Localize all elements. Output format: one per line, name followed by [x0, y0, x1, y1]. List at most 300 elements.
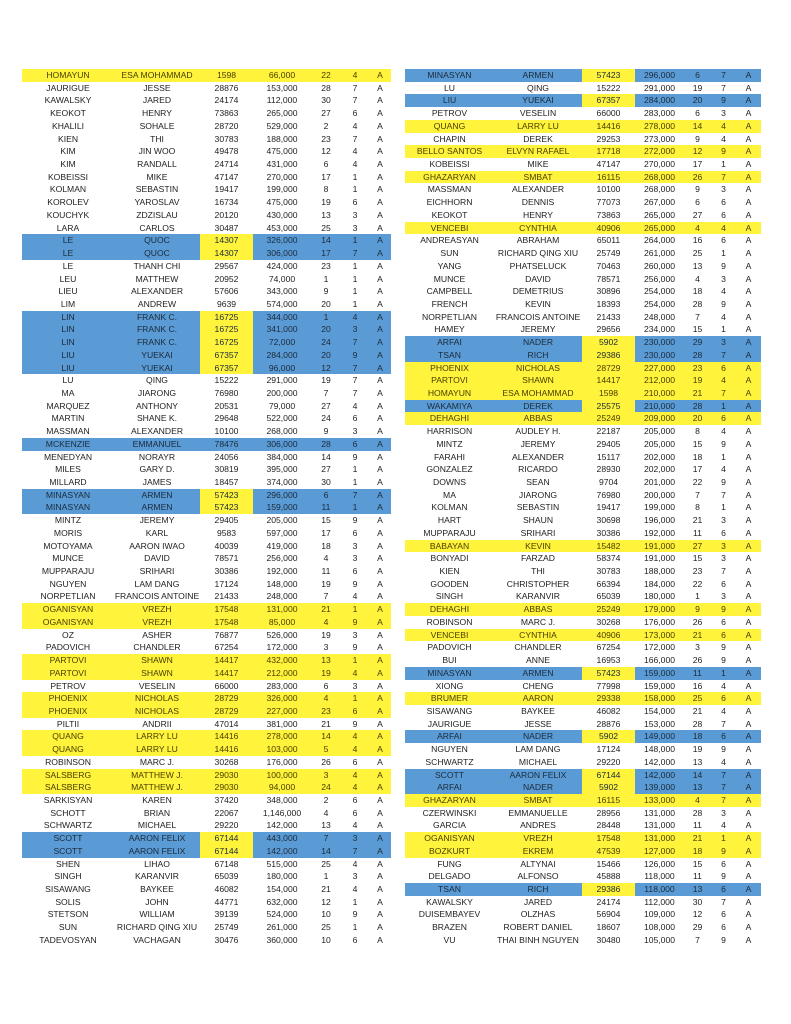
- table-row: [22, 349, 391, 362]
- id-cell: 29253: [596, 133, 621, 144]
- col6-cell: 4: [721, 133, 726, 144]
- table-row: [405, 171, 761, 184]
- id-cell: 1598: [582, 387, 635, 400]
- first-name-cell: MIKE: [146, 171, 168, 182]
- first-name-cell: CHENG: [522, 680, 554, 691]
- id-cell: 67357: [200, 362, 253, 375]
- col6-cell: 1: [341, 654, 369, 667]
- col5-cell: 3: [311, 769, 341, 782]
- first-name-cell: KARANVIR: [516, 591, 560, 602]
- col5-cell: 7: [695, 489, 700, 500]
- amount-cell: 212,000: [635, 374, 684, 387]
- table-row: [22, 578, 391, 591]
- grade-cell: A: [745, 553, 752, 564]
- first-name-cell: SRIHARI: [520, 527, 556, 538]
- last-name-cell: LEU: [59, 273, 77, 284]
- table-row: [405, 107, 761, 120]
- first-name-cell: NICHOLAS: [114, 705, 200, 718]
- first-name-cell: SHAWN: [494, 374, 582, 387]
- grade-cell: A: [377, 566, 383, 577]
- col5-cell: 20: [684, 412, 711, 425]
- col6-cell: 3: [352, 680, 358, 691]
- last-name-cell: MUPPARAJU: [423, 527, 476, 538]
- table-row: [22, 540, 391, 553]
- col5-cell: 4: [695, 273, 700, 284]
- col5-cell: 25: [321, 858, 331, 869]
- grade-cell: A: [377, 273, 383, 284]
- last-name-cell: LIU: [405, 94, 494, 107]
- amount-cell: 202,000: [643, 464, 676, 475]
- col6-cell: 4: [352, 884, 358, 894]
- amount-cell: 234,000: [643, 324, 676, 335]
- first-name-cell: FRANCOIS ANTOINE: [495, 311, 581, 322]
- id-cell: 14416: [200, 743, 253, 756]
- col5-cell: 18: [684, 730, 711, 743]
- last-name-cell: KOLMAN: [49, 184, 87, 195]
- first-name-cell: BRIAN: [143, 807, 171, 818]
- col6-cell: 1: [711, 400, 736, 413]
- grade-cell: A: [736, 781, 761, 794]
- last-name-cell: LE: [62, 260, 74, 271]
- grade-cell: A: [736, 349, 761, 362]
- last-name-cell: QUANG: [22, 743, 114, 756]
- last-name-cell: PETROV: [50, 680, 86, 691]
- last-name-cell: BRAZEN: [432, 922, 467, 933]
- col5-cell: 17: [321, 171, 331, 182]
- col5-cell: 15: [321, 515, 331, 526]
- last-name-cell: KAWALSKY: [44, 95, 92, 106]
- col5-cell: 29: [692, 922, 703, 933]
- table-row: [22, 145, 391, 158]
- col5-cell: 13: [692, 756, 703, 767]
- col6-cell: 1: [721, 324, 726, 335]
- first-name-cell: WILLIAM: [139, 909, 175, 920]
- id-cell: 67254: [214, 642, 239, 653]
- id-cell: 16115: [582, 794, 635, 807]
- col6-cell: 3: [721, 591, 726, 602]
- id-cell: 16734: [214, 197, 239, 208]
- last-name-cell: LIM: [60, 298, 76, 309]
- amount-cell: 118,000: [635, 883, 684, 896]
- id-cell: 25249: [582, 412, 635, 425]
- amount-cell: 118,000: [644, 871, 675, 882]
- last-name-cell: TSAN: [405, 349, 494, 362]
- grade-cell: A: [377, 451, 383, 462]
- grade-cell: A: [369, 234, 391, 247]
- first-name-cell: ANDRES: [520, 820, 556, 831]
- grade-cell: A: [377, 171, 383, 182]
- table-row: [405, 769, 761, 782]
- last-name-cell: CAMPBELL: [426, 286, 473, 297]
- amount-cell: 522,000: [266, 413, 298, 424]
- first-name-cell: QUOC: [114, 234, 200, 247]
- amount-cell: 306,000: [253, 438, 311, 451]
- last-name-cell: LIU: [22, 362, 114, 375]
- id-cell: 28720: [214, 120, 239, 131]
- last-name-cell: SISAWANG: [426, 705, 473, 716]
- id-cell: 9639: [216, 298, 237, 309]
- col5-cell: 9: [323, 426, 329, 437]
- amount-cell: 326,000: [253, 234, 311, 247]
- table-row: [22, 921, 391, 934]
- grade-cell: A: [745, 642, 752, 653]
- id-cell: 15222: [596, 82, 621, 93]
- last-name-cell: LIEU: [58, 286, 78, 297]
- id-cell: 45888: [596, 871, 621, 882]
- last-name-cell: BABAYAN: [405, 540, 494, 553]
- col5-cell: 6: [695, 197, 700, 208]
- col6-cell: 7: [341, 336, 369, 349]
- id-cell: 15466: [596, 858, 621, 869]
- id-cell: 17718: [582, 145, 635, 158]
- amount-cell: 191,000: [643, 553, 676, 564]
- amount-cell: 381,000: [266, 718, 298, 729]
- col5-cell: 14: [311, 234, 341, 247]
- id-cell: 47147: [214, 171, 239, 182]
- grade-cell: A: [745, 871, 752, 882]
- col5-cell: 14: [311, 730, 341, 743]
- col6-cell: 3: [352, 871, 358, 882]
- first-name-cell: ALTYNAI: [520, 858, 556, 869]
- col5-cell: 23: [684, 362, 711, 375]
- grade-cell: A: [369, 323, 391, 336]
- col5-cell: 14: [311, 845, 341, 858]
- col6-cell: 9: [711, 845, 736, 858]
- amount-cell: 176,000: [266, 756, 298, 767]
- col5-cell: 8: [695, 502, 700, 513]
- table-row: [405, 69, 761, 82]
- table-row: [405, 781, 761, 794]
- grade-cell: A: [369, 247, 391, 260]
- table-row: [22, 247, 391, 260]
- table-row: [22, 463, 391, 476]
- last-name-cell: FRENCH: [431, 298, 468, 309]
- col5-cell: 24: [321, 413, 331, 424]
- amount-cell: 248,000: [643, 311, 676, 322]
- id-cell: 30896: [596, 286, 621, 297]
- col5-cell: 27: [321, 464, 331, 475]
- grade-cell: A: [745, 591, 752, 602]
- grade-cell: A: [745, 896, 752, 907]
- table-row: [22, 667, 391, 680]
- first-name-cell: BAYKEE: [521, 705, 555, 716]
- grade-cell: A: [736, 730, 761, 743]
- col6-cell: 4: [341, 311, 369, 324]
- grade-cell: A: [369, 349, 391, 362]
- table-row: [405, 273, 761, 286]
- col6-cell: 1: [352, 260, 358, 271]
- grade-cell: A: [377, 642, 383, 653]
- col6-cell: 1: [352, 286, 358, 297]
- col6-cell: 4: [341, 69, 369, 82]
- col6-cell: 3: [352, 553, 358, 564]
- last-name-cell: PHOENIX: [22, 692, 114, 705]
- last-name-cell: KEOKOT: [431, 209, 468, 220]
- grade-cell: A: [745, 515, 752, 526]
- amount-cell: 131,000: [635, 832, 684, 845]
- amount-cell: 267,000: [643, 197, 676, 208]
- grade-cell: A: [377, 794, 383, 805]
- id-cell: 78476: [200, 438, 253, 451]
- first-name-cell: MARC J.: [139, 756, 175, 767]
- first-name-cell: SOHALE: [139, 120, 175, 131]
- col5-cell: 12: [321, 146, 331, 157]
- amount-cell: 85,000: [253, 616, 311, 629]
- col6-cell: 4: [721, 464, 726, 475]
- id-cell: 29405: [214, 515, 239, 526]
- col6-cell: 4: [341, 781, 369, 794]
- table-row: [405, 654, 761, 667]
- id-cell: 73863: [596, 209, 621, 220]
- first-name-cell: LAM DANG: [134, 578, 180, 589]
- grade-cell: A: [745, 235, 752, 246]
- amount-cell: 278,000: [253, 730, 311, 743]
- col6-cell: 7: [352, 95, 358, 106]
- table-row: [22, 374, 391, 387]
- amount-cell: 284,000: [253, 349, 311, 362]
- table-row: [22, 858, 391, 871]
- first-name-cell: ARMEN: [114, 489, 200, 502]
- table-row: [22, 451, 391, 464]
- table-row: [22, 794, 391, 807]
- last-name-cell: STETSON: [47, 909, 89, 920]
- col5-cell: 12: [311, 362, 341, 375]
- first-name-cell: RICHARD QING XIU: [497, 248, 579, 259]
- col6-cell: 3: [721, 807, 726, 818]
- col6-cell: 6: [721, 197, 726, 208]
- id-cell: 29338: [582, 692, 635, 705]
- col5-cell: 6: [323, 159, 329, 170]
- grade-cell: A: [745, 616, 752, 627]
- grade-cell: A: [377, 222, 383, 233]
- last-name-cell: SINGH: [435, 591, 464, 602]
- last-name-cell: QUANG: [22, 730, 114, 743]
- table-row: [405, 234, 761, 247]
- grade-cell: A: [377, 896, 383, 907]
- table-row: [405, 578, 761, 591]
- col6-cell: 1: [352, 273, 358, 284]
- col6-cell: 9: [711, 603, 736, 616]
- first-name-cell: JESSE: [524, 718, 552, 729]
- table-row: [405, 311, 761, 324]
- col5-cell: 25: [321, 222, 331, 233]
- id-cell: 15222: [214, 375, 239, 386]
- id-cell: 17124: [214, 578, 239, 589]
- last-name-cell: SALSBERG: [22, 769, 114, 782]
- id-cell: 66000: [596, 108, 621, 119]
- grade-cell: A: [377, 858, 383, 869]
- grade-cell: A: [745, 705, 752, 716]
- col6-cell: 1: [341, 234, 369, 247]
- amount-cell: 419,000: [266, 540, 298, 551]
- id-cell: 66394: [596, 578, 621, 589]
- col5-cell: 18: [684, 845, 711, 858]
- col6-cell: 3: [352, 222, 358, 233]
- last-name-cell: LU: [62, 375, 74, 386]
- table-row: [405, 552, 761, 565]
- grade-cell: A: [377, 884, 383, 894]
- table-row: [405, 451, 761, 464]
- table-row: [405, 349, 761, 362]
- table-row: [405, 934, 761, 947]
- col6-cell: 6: [721, 922, 726, 933]
- first-name-cell: SEBASTIN: [135, 184, 179, 195]
- amount-cell: 341,000: [253, 323, 311, 336]
- amount-cell: 126,000: [643, 858, 676, 869]
- first-name-cell: ALEXANDER: [511, 184, 565, 195]
- col6-cell: 9: [352, 718, 358, 729]
- table-row: [22, 692, 391, 705]
- col5-cell: 1: [323, 273, 329, 284]
- last-name-cell: SCOTT: [22, 832, 114, 845]
- amount-cell: 192,000: [266, 566, 298, 577]
- table-row: [405, 133, 761, 146]
- last-name-cell: SCOTT: [405, 769, 494, 782]
- col6-cell: 4: [721, 820, 726, 831]
- first-name-cell: JARED: [142, 95, 172, 106]
- grade-cell: A: [377, 426, 383, 437]
- first-name-cell: ARMEN: [494, 69, 582, 82]
- amount-cell: 127,000: [635, 845, 684, 858]
- table-row: [22, 298, 391, 311]
- amount-cell: 574,000: [266, 298, 298, 309]
- col6-cell: 6: [352, 566, 358, 577]
- last-name-cell: DOWNS: [433, 477, 466, 487]
- table-row: [405, 527, 761, 540]
- first-name-cell: JAMES: [142, 477, 172, 487]
- first-name-cell: ABBAS: [494, 412, 582, 425]
- last-name-cell: BELLO SANTOS: [405, 145, 494, 158]
- col5-cell: 7: [323, 591, 329, 602]
- first-name-cell: LIHAO: [144, 858, 170, 869]
- grade-cell: A: [369, 616, 391, 629]
- first-name-cell: JIN WOO: [138, 146, 176, 157]
- id-cell: 29386: [582, 883, 635, 896]
- id-cell: 25749: [596, 248, 621, 259]
- amount-cell: 524,000: [266, 909, 298, 920]
- last-name-cell: SISAWANG: [45, 884, 91, 894]
- col5-cell: 20: [321, 298, 331, 309]
- col5-cell: 11: [693, 820, 702, 831]
- col6-cell: 7: [341, 489, 369, 502]
- left-table: [22, 69, 391, 947]
- first-name-cell: RICARDO: [518, 464, 558, 475]
- first-name-cell: EKREM: [494, 845, 582, 858]
- first-name-cell: JIARONG: [137, 387, 177, 398]
- col6-cell: 3: [721, 184, 726, 195]
- col5-cell: 6: [323, 680, 329, 691]
- amount-cell: 212,000: [253, 667, 311, 680]
- amount-cell: 291,000: [266, 375, 298, 386]
- amount-cell: 180,000: [643, 591, 676, 602]
- col5-cell: 21: [321, 884, 331, 894]
- col5-cell: 9: [684, 603, 711, 616]
- id-cell: 21433: [596, 311, 621, 322]
- amount-cell: 74,000: [268, 273, 296, 284]
- grade-cell: A: [377, 756, 383, 767]
- grade-cell: A: [369, 781, 391, 794]
- col5-cell: 10: [321, 909, 331, 920]
- col5-cell: 28: [684, 349, 711, 362]
- amount-cell: 94,000: [253, 781, 311, 794]
- col5-cell: 19: [692, 82, 703, 93]
- table-row: [405, 94, 761, 107]
- table-row: [405, 145, 761, 158]
- last-name-cell: HAMEY: [434, 324, 465, 335]
- amount-cell: 431,000: [266, 159, 298, 170]
- amount-cell: 268,000: [635, 171, 684, 184]
- col5-cell: 30: [692, 896, 703, 907]
- first-name-cell: DEMETRIUS: [512, 286, 564, 297]
- last-name-cell: CHAPIN: [433, 133, 466, 144]
- grade-cell: A: [745, 680, 752, 691]
- first-name-cell: LAM DANG: [515, 744, 561, 755]
- col5-cell: 1: [323, 871, 329, 882]
- first-name-cell: EMMANUEL: [114, 438, 200, 451]
- amount-cell: 526,000: [266, 629, 298, 640]
- id-cell: 9704: [598, 477, 619, 487]
- col5-cell: 22: [692, 477, 703, 487]
- col6-cell: 3: [352, 629, 358, 640]
- col6-cell: 6: [711, 730, 736, 743]
- col5-cell: 13: [684, 883, 711, 896]
- col6-cell: 7: [711, 171, 736, 184]
- grade-cell: A: [745, 159, 752, 170]
- id-cell: 19417: [214, 184, 239, 195]
- grade-cell: A: [745, 108, 752, 119]
- grade-cell: A: [377, 133, 383, 144]
- col5-cell: 6: [311, 489, 341, 502]
- first-name-cell: ASHER: [142, 629, 172, 640]
- grade-cell: A: [369, 769, 391, 782]
- col6-cell: 7: [341, 247, 369, 260]
- first-name-cell: MATTHEW J.: [114, 781, 200, 794]
- table-row: [405, 756, 761, 769]
- id-cell: 9583: [216, 527, 237, 538]
- col6-cell: 6: [721, 527, 726, 538]
- amount-cell: 515,000: [266, 858, 298, 869]
- last-name-cell: SARKISYAN: [43, 794, 93, 805]
- id-cell: 17124: [596, 744, 621, 755]
- grade-cell: A: [369, 705, 391, 718]
- first-name-cell: BAYKEE: [140, 884, 174, 894]
- col5-cell: 18: [321, 540, 331, 551]
- table-row: [22, 425, 391, 438]
- col6-cell: 7: [711, 769, 736, 782]
- col6-cell: 6: [352, 197, 358, 208]
- id-cell: 10100: [596, 184, 621, 195]
- grade-cell: A: [736, 400, 761, 413]
- col5-cell: 9: [695, 184, 700, 195]
- first-name-cell: MATTHEW J.: [114, 769, 200, 782]
- col6-cell: 9: [352, 578, 358, 589]
- amount-cell: 173,000: [635, 629, 684, 642]
- amount-cell: 283,000: [643, 108, 676, 119]
- col5-cell: 21: [692, 705, 703, 716]
- col5-cell: 18: [692, 286, 703, 297]
- col5-cell: 4: [323, 553, 329, 564]
- amount-cell: 278,000: [635, 120, 684, 133]
- first-name-cell: KAREN: [142, 794, 172, 805]
- first-name-cell: KEVIN: [525, 298, 551, 309]
- col5-cell: 28: [692, 718, 703, 729]
- col5-cell: 11: [321, 566, 331, 577]
- col5-cell: 4: [311, 616, 341, 629]
- table-row: [22, 832, 391, 845]
- first-name-cell: LARRY LU: [494, 120, 582, 133]
- last-name-cell: LIN: [22, 311, 114, 324]
- first-name-cell: DENNIS: [521, 197, 555, 208]
